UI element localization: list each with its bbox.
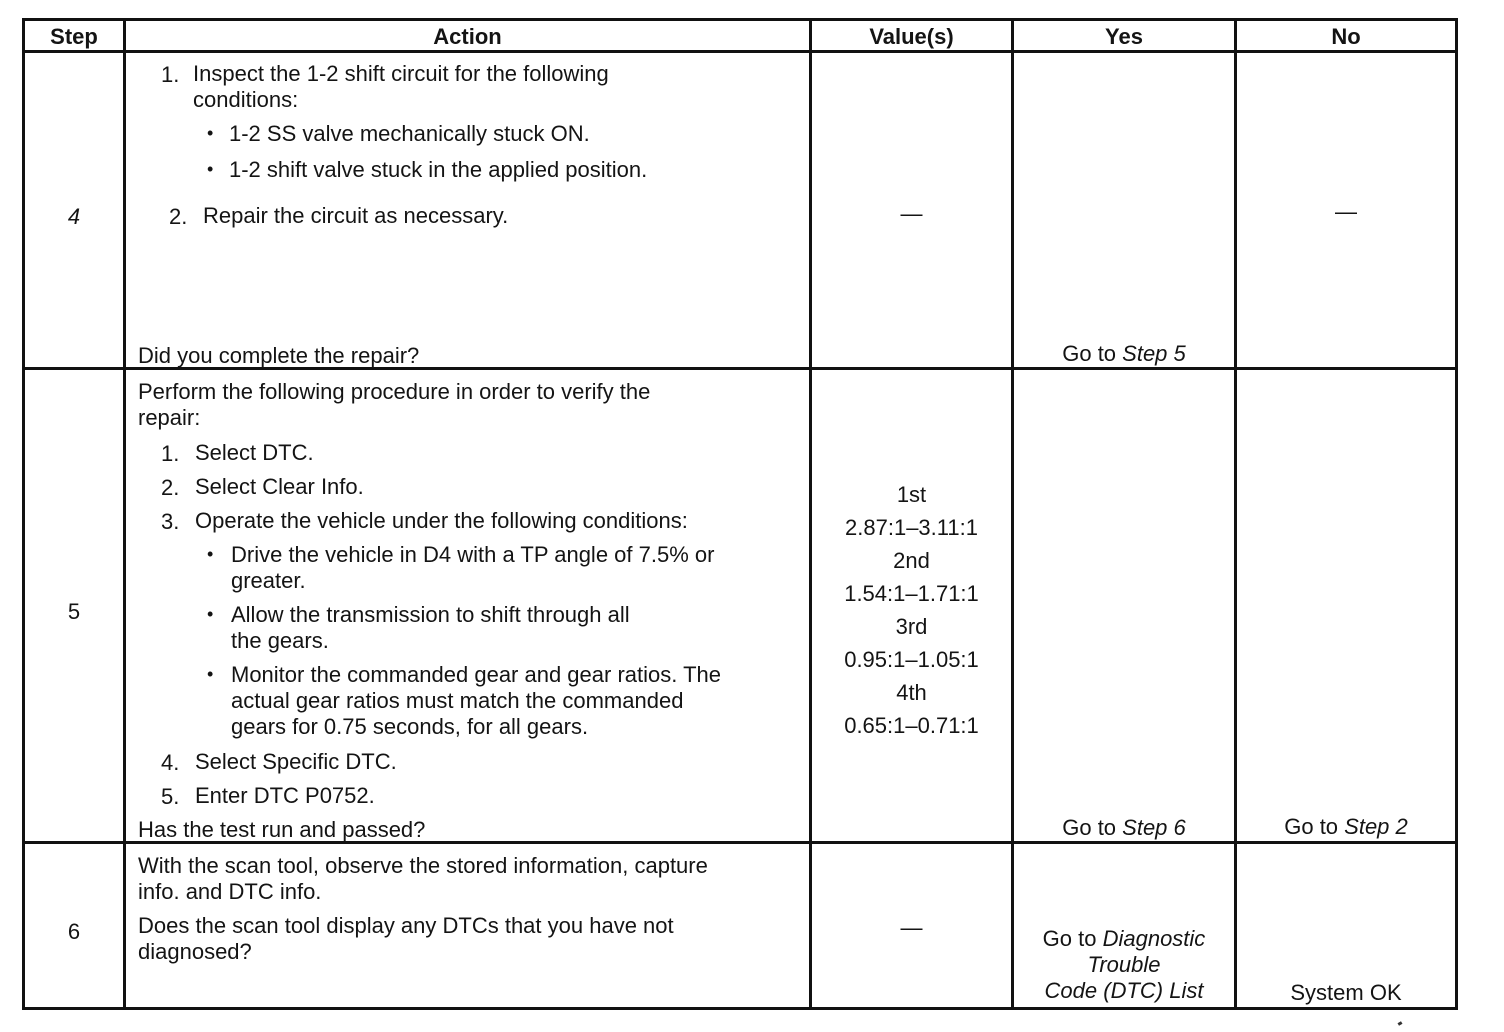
list-number: 2.: [161, 475, 180, 500]
step-link[interactable]: Step 2: [1344, 814, 1408, 839]
dtc-list-link[interactable]: Trouble: [1087, 952, 1161, 977]
value-dash: —: [900, 915, 923, 940]
action-text: With the scan tool, observe the stored information, capture: [138, 853, 708, 878]
yes-prefix: Go to: [1042, 926, 1103, 951]
header-values: Value(s): [869, 24, 954, 49]
bullet-icon: •: [207, 604, 214, 624]
action-text: repair:: [138, 405, 201, 430]
diagnostic-table: [22, 18, 1458, 1010]
gear-ratio: 0.95:1–1.05:1: [844, 647, 979, 672]
bullet-text: greater.: [231, 568, 306, 593]
bullet-text: the gears.: [231, 628, 329, 653]
yes-prefix: Go to: [1062, 341, 1123, 366]
list-number: 1.: [161, 62, 180, 87]
yes-line: [1014, 926, 1234, 952]
action-question: diagnosed?: [138, 939, 252, 964]
gear-ratio: 1.54:1–1.71:1: [844, 581, 979, 606]
list-number: 5.: [161, 784, 180, 809]
bullet-icon: •: [207, 664, 214, 684]
step-link[interactable]: Step 5: [1122, 341, 1186, 366]
action-question: Does the scan tool display any DTCs that you have not: [138, 913, 674, 938]
yes-cell: [1014, 341, 1234, 367]
col-divider-values: [1011, 21, 1014, 1007]
action-question: Has the test run and passed?: [138, 817, 426, 842]
step-link[interactable]: Step 6: [1122, 815, 1186, 840]
list-number: 2.: [169, 204, 188, 229]
step-number: 5: [67, 599, 81, 624]
action-text: Select Specific DTC.: [195, 749, 397, 774]
no-prefix: Go to: [1284, 814, 1345, 839]
header-no: No: [1331, 24, 1361, 49]
action-question: Did you complete the repair?: [138, 343, 420, 368]
bullet-text: gears for 0.75 seconds, for all gears.: [231, 714, 589, 739]
step-number: 4: [67, 204, 81, 229]
action-text: Select DTC.: [195, 440, 314, 465]
col-divider-yes: [1234, 21, 1237, 1007]
no-cell: [1237, 814, 1455, 840]
no-dash: —: [1335, 199, 1357, 224]
dtc-list-link[interactable]: Diagnostic: [1102, 926, 1206, 951]
bullet-text: 1-2 shift valve stuck in the applied position.: [229, 157, 648, 182]
bullet-text: actual gear ratios must match the commanded: [231, 688, 684, 713]
action-text: Enter DTC P0752.: [195, 783, 375, 808]
bullet-icon: •: [207, 123, 214, 143]
gear-label: 4th: [896, 680, 927, 705]
gear-label: 3rd: [895, 614, 928, 639]
header-step: Step: [50, 24, 98, 49]
dtc-list-link[interactable]: Code (DTC) List: [1044, 978, 1204, 1003]
header-action: Action: [433, 24, 502, 49]
scan-mark: [1398, 1021, 1403, 1026]
value-dash: —: [900, 201, 923, 226]
step-number: 6: [67, 919, 81, 944]
action-text: Perform the following procedure in order to verify the: [138, 379, 651, 404]
bullet-text: Monitor the commanded gear and gear ratios. The: [231, 662, 721, 687]
bullet-icon: •: [207, 544, 214, 564]
no-cell: System OK: [1290, 980, 1402, 1005]
list-number: 3.: [161, 509, 180, 534]
action-text: Inspect the 1-2 shift circuit for the following: [193, 61, 609, 86]
bullet-text: 1-2 SS valve mechanically stuck ON.: [229, 121, 590, 146]
list-number: 4.: [161, 750, 180, 775]
list-number: 1.: [161, 441, 180, 466]
action-text: Repair the circuit as necessary.: [203, 203, 509, 228]
yes-prefix: Go to: [1062, 815, 1123, 840]
bullet-icon: •: [207, 159, 214, 179]
bullet-text: Drive the vehicle in D4 with a TP angle of 7.5% or: [231, 542, 715, 567]
gear-label: 2nd: [893, 548, 930, 573]
action-text: conditions:: [193, 87, 299, 112]
gear-ratio: 2.87:1–3.11:1: [845, 515, 978, 540]
col-divider-action: [809, 21, 812, 1007]
gear-label: 1st: [896, 482, 927, 507]
action-text: info. and DTC info.: [138, 879, 322, 904]
gear-ratio: 0.65:1–0.71:1: [844, 713, 979, 738]
col-divider-step: [123, 21, 126, 1007]
bullet-text: Allow the transmission to shift through all: [231, 602, 630, 627]
header-yes: Yes: [1105, 24, 1143, 49]
action-text: Operate the vehicle under the following conditions:: [195, 508, 688, 533]
action-text: Select Clear Info.: [195, 474, 364, 499]
yes-cell: [1014, 815, 1234, 841]
